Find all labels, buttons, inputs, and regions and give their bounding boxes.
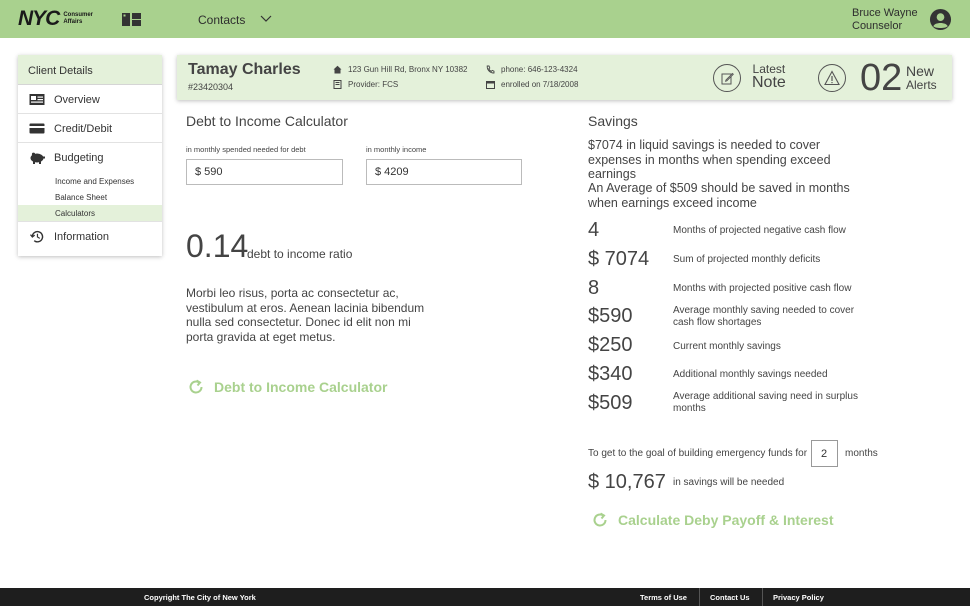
debt-calculator-description: Morbi leo risus, porta ac consectetur ac, vestibulum at eros. Aenean lacinia bibendum nulla sed consectetur. Donec id elit non mi porta gravida at eget metus.	[186, 286, 425, 344]
sidebar-subitem-balance-sheet[interactable]: Balance Sheet	[55, 193, 108, 202]
debt-calculator-title: Debt to Income Calculator	[186, 113, 348, 129]
debt-calculator-action-label: Debt to Income Calculator	[214, 379, 388, 395]
user-name: Bruce Wayne	[852, 7, 918, 19]
credit-card-icon	[29, 122, 45, 135]
debt-field-label: in monthly spended needed for debt	[186, 145, 306, 154]
id-card-icon	[29, 93, 45, 106]
client-enrolled-text: enrolled on 7/18/2008	[501, 80, 579, 89]
alerts-label-line2: Alerts	[906, 78, 937, 92]
client-details-sidebar	[18, 55, 162, 256]
stat-label: Months of projected negative cash flow	[673, 225, 846, 236]
alerts-label-line1: New	[906, 63, 935, 79]
note-label-line1: Latest	[752, 62, 786, 76]
savings-average-text: An Average of $509 should be saved in months when earnings exceed income	[588, 181, 850, 210]
stat-value: $509	[588, 392, 633, 414]
apps-grid-icon[interactable]	[122, 13, 141, 26]
stat-label: Average monthly saving needed to cover cash flow shortages	[673, 305, 855, 328]
savings-needed-label: in savings will be needed	[673, 477, 785, 488]
history-icon	[29, 230, 45, 243]
footer	[0, 588, 970, 606]
top-bar	[0, 0, 970, 38]
calculate-payoff-button[interactable]	[592, 512, 834, 528]
alerts-count[interactable]: 02	[860, 57, 903, 99]
phone-icon	[486, 65, 495, 74]
alerts-label[interactable]	[906, 64, 937, 92]
client-phone-text: phone: 646-123-4324	[501, 65, 578, 74]
footer-divider	[762, 588, 763, 606]
debt-income-ratio-value: 0.14	[186, 228, 249, 264]
logo-text: NYC	[18, 7, 60, 30]
sidebar-item-information[interactable]	[18, 222, 162, 251]
stat-label: Average additional saving need in surplus months	[673, 391, 858, 414]
user-role: Counselor	[852, 20, 903, 32]
edit-note-icon	[721, 72, 734, 85]
contacts-menu[interactable]: Contacts	[198, 13, 246, 27]
sidebar-item-credit-debit[interactable]	[18, 114, 162, 143]
piggy-bank-icon	[29, 151, 45, 164]
sidebar-item-label: Information	[54, 231, 110, 243]
privacy-policy-link[interactable]: Privacy Policy	[773, 593, 824, 602]
calculate-payoff-label: Calculate Deby Payoff & Interest	[618, 512, 834, 528]
goal-months-label: months	[845, 448, 878, 459]
latest-note-label[interactable]	[752, 62, 786, 90]
client-id: #23420304	[188, 82, 234, 92]
note-label-line2: Note	[752, 74, 786, 91]
building-icon	[333, 80, 342, 89]
home-icon	[333, 65, 342, 74]
latest-note-button[interactable]	[713, 64, 741, 92]
logo-subtitle	[63, 12, 93, 26]
client-name: Tamay Charles	[188, 61, 301, 78]
sidebar-item-overview[interactable]	[18, 85, 162, 114]
calendar-icon	[486, 80, 495, 89]
user-info	[852, 7, 918, 33]
refresh-icon	[188, 379, 204, 395]
client-phone	[486, 65, 578, 74]
client-address	[333, 65, 467, 74]
monthly-debt-input[interactable]: $ 590	[186, 159, 343, 185]
income-field-label: in monthly income	[366, 145, 427, 154]
goal-months-input[interactable]: 2	[811, 440, 838, 467]
client-enrolled	[486, 80, 578, 89]
client-provider-text: Provider: FCS	[348, 80, 399, 89]
terms-of-use-link[interactable]: Terms of Use	[640, 593, 687, 602]
stat-label: Additional monthly savings needed	[673, 369, 828, 380]
sidebar-subitem-income-expenses[interactable]: Income and Expenses	[55, 177, 135, 186]
stat-value: 4	[588, 219, 600, 241]
debt-income-ratio-label: debt to income ratio	[247, 247, 353, 261]
nyc-logo[interactable]	[18, 9, 93, 29]
stat-value: $250	[588, 334, 633, 356]
warning-icon	[824, 70, 840, 86]
client-provider	[333, 80, 398, 89]
chevron-down-icon[interactable]	[260, 14, 272, 24]
monthly-income-input[interactable]: $ 4209	[366, 159, 522, 185]
client-address-text: 123 Gun Hill Rd, Bronx NY 10382	[348, 65, 468, 74]
client-header	[177, 55, 952, 100]
stat-value: 8	[588, 277, 600, 299]
sidebar-item-label: Overview	[54, 94, 100, 106]
sidebar-item-label: Credit/Debit	[54, 123, 113, 135]
footer-divider	[699, 588, 700, 606]
stat-label: Sum of projected monthly deficits	[673, 254, 821, 265]
emergency-goal-label: To get to the goal of building emergency funds for	[588, 448, 808, 459]
sidebar-item-label: Budgeting	[54, 152, 104, 164]
alerts-button[interactable]	[818, 64, 846, 92]
sidebar-subitem-calculators[interactable]: Calculators	[18, 205, 162, 221]
contact-us-link[interactable]: Contact Us	[710, 593, 750, 602]
stat-value: $590	[588, 305, 633, 327]
copyright: Copyright The City of New York	[144, 593, 256, 602]
stat-label: Months with projected positive cash flow	[673, 283, 852, 294]
logo-sub-line2: Affairs	[63, 19, 83, 25]
savings-needed-value: $ 10,767	[588, 471, 666, 493]
stat-label: Current monthly savings	[673, 341, 781, 352]
sidebar-title: Client Details	[18, 55, 162, 85]
logo-sub-line1: Consumer	[63, 12, 94, 18]
stat-value: $340	[588, 363, 633, 385]
sidebar-item-budgeting[interactable]	[18, 143, 162, 222]
debt-income-calculator-button[interactable]	[188, 379, 387, 395]
avatar-icon[interactable]	[929, 8, 952, 31]
savings-title: Savings	[588, 113, 638, 129]
savings-liquid-text: $7074 in liquid savings is needed to cover expenses in months when spending exceed earnings	[588, 138, 831, 181]
refresh-icon	[592, 512, 608, 528]
stat-value: $ 7074	[588, 248, 650, 270]
